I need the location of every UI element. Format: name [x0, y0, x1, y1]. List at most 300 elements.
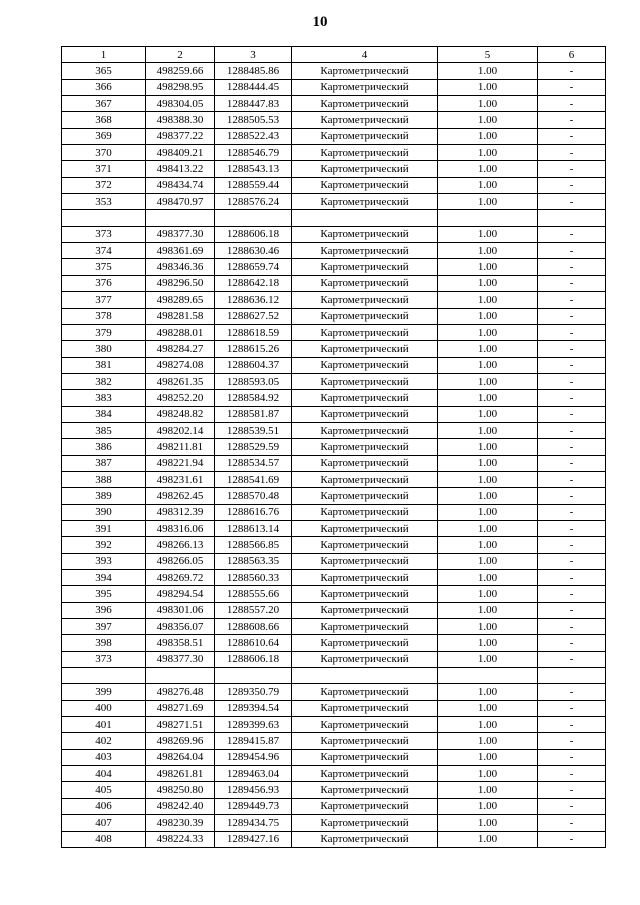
table-cell: -	[538, 357, 606, 373]
table-cell: -	[538, 488, 606, 504]
table-row	[62, 619, 606, 635]
table-cell: 1288659.74	[215, 259, 292, 275]
table-cell: -	[538, 243, 606, 259]
table-cell: 498259.66	[146, 63, 215, 79]
table-cell: Картометрический	[292, 570, 438, 586]
table-cell: 1288563.35	[215, 553, 292, 569]
table-cell: 1289449.73	[215, 798, 292, 814]
table-cell: 1.00	[438, 749, 538, 765]
table-cell: 498316.06	[146, 520, 215, 536]
table-cell: 498301.06	[146, 602, 215, 618]
table-cell: 1288593.05	[215, 373, 292, 389]
table-cell: 1.00	[438, 733, 538, 749]
table-cell: 1.00	[438, 553, 538, 569]
table-cell: -	[538, 733, 606, 749]
table-cell: -	[538, 749, 606, 765]
table-row	[62, 504, 606, 520]
table-cell: 406	[62, 798, 146, 814]
table-cell: 498202.14	[146, 422, 215, 438]
table-cell: 384	[62, 406, 146, 422]
table-cell: 392	[62, 537, 146, 553]
table-row	[62, 406, 606, 422]
table-cell: Картометрический	[292, 308, 438, 324]
table-row	[62, 275, 606, 291]
table-cell: 1.00	[438, 373, 538, 389]
header-row	[62, 47, 606, 63]
table-cell: -	[538, 194, 606, 210]
table-cell: 372	[62, 177, 146, 193]
table-cell	[292, 668, 438, 684]
table-row	[62, 782, 606, 798]
table-cell: 498434.74	[146, 177, 215, 193]
separator-row	[62, 210, 606, 226]
table-row	[62, 602, 606, 618]
table-cell: 1288539.51	[215, 422, 292, 438]
table-cell: 1.00	[438, 406, 538, 422]
table-cell: 498264.04	[146, 749, 215, 765]
table-cell: Картометрический	[292, 128, 438, 144]
table-cell: 388	[62, 471, 146, 487]
table-cell: 370	[62, 145, 146, 161]
table-cell: Картометрический	[292, 815, 438, 831]
table-cell: Картометрический	[292, 373, 438, 389]
table-cell: Картометрический	[292, 733, 438, 749]
table-cell: 1288485.86	[215, 63, 292, 79]
table-cell: 385	[62, 422, 146, 438]
table-cell: 1288559.44	[215, 177, 292, 193]
table-cell: 407	[62, 815, 146, 831]
table-cell: 1288560.33	[215, 570, 292, 586]
table-cell: 498269.72	[146, 570, 215, 586]
table-cell: Картометрический	[292, 63, 438, 79]
table-cell: 365	[62, 63, 146, 79]
table-cell: 1.00	[438, 259, 538, 275]
table-cell: 1.00	[438, 782, 538, 798]
table-cell: 387	[62, 455, 146, 471]
table-cell: 498358.51	[146, 635, 215, 651]
table-cell: 391	[62, 520, 146, 536]
table-cell: Картометрический	[292, 684, 438, 700]
table-cell: 498413.22	[146, 161, 215, 177]
table-cell: 1288529.59	[215, 439, 292, 455]
table-cell: -	[538, 717, 606, 733]
table-cell: 1288555.66	[215, 586, 292, 602]
table-cell: 1.00	[438, 684, 538, 700]
table-cell: Картометрический	[292, 651, 438, 667]
table-cell: 498377.30	[146, 651, 215, 667]
table-cell: 374	[62, 243, 146, 259]
table-row	[62, 488, 606, 504]
table-cell: 1288444.45	[215, 79, 292, 95]
table-cell: 498296.50	[146, 275, 215, 291]
table-cell: 367	[62, 96, 146, 112]
table-cell: 498281.58	[146, 308, 215, 324]
table-cell: 366	[62, 79, 146, 95]
table-row	[62, 243, 606, 259]
table-cell	[438, 668, 538, 684]
table-cell: Картометрический	[292, 553, 438, 569]
table-row	[62, 145, 606, 161]
table-cell: 1288543.13	[215, 161, 292, 177]
table-cell: 1288522.43	[215, 128, 292, 144]
table-row	[62, 292, 606, 308]
table-cell: 498261.35	[146, 373, 215, 389]
table-cell	[215, 668, 292, 684]
table-row	[62, 733, 606, 749]
table-cell: 1288584.92	[215, 390, 292, 406]
table-cell: 1.00	[438, 471, 538, 487]
table-cell: 1288613.14	[215, 520, 292, 536]
table-cell: 376	[62, 275, 146, 291]
table-cell: 1289456.93	[215, 782, 292, 798]
table-cell: 1.00	[438, 488, 538, 504]
table-cell: 398	[62, 635, 146, 651]
table-cell: -	[538, 520, 606, 536]
table-cell	[146, 668, 215, 684]
table-row	[62, 161, 606, 177]
table-cell: 371	[62, 161, 146, 177]
table-row	[62, 177, 606, 193]
table-cell	[292, 210, 438, 226]
table-cell: 1288505.53	[215, 112, 292, 128]
table-cell: Картометрический	[292, 782, 438, 798]
table-row	[62, 537, 606, 553]
table-row	[62, 831, 606, 847]
table-row	[62, 766, 606, 782]
table-row	[62, 194, 606, 210]
coordinates-table	[61, 46, 606, 848]
table-cell: 1.00	[438, 700, 538, 716]
column-header: 3	[215, 47, 292, 63]
table-cell: Картометрический	[292, 341, 438, 357]
table-cell: -	[538, 112, 606, 128]
table-cell: 1.00	[438, 455, 538, 471]
table-cell: Картометрический	[292, 798, 438, 814]
table-cell: -	[538, 145, 606, 161]
table-cell: 381	[62, 357, 146, 373]
table-row	[62, 815, 606, 831]
table-cell: -	[538, 63, 606, 79]
table-row	[62, 324, 606, 340]
table-cell: Картометрический	[292, 749, 438, 765]
table-cell: 498288.01	[146, 324, 215, 340]
table-cell: -	[538, 537, 606, 553]
table-cell: 1288630.46	[215, 243, 292, 259]
table-cell: 498221.94	[146, 455, 215, 471]
table-cell: 1.00	[438, 194, 538, 210]
table-cell: 1288608.66	[215, 619, 292, 635]
table-cell: 498284.27	[146, 341, 215, 357]
table-cell: 390	[62, 504, 146, 520]
table-cell: 498266.05	[146, 553, 215, 569]
table-cell: -	[538, 275, 606, 291]
table-cell: Картометрический	[292, 717, 438, 733]
table-cell: Картометрический	[292, 324, 438, 340]
table-cell: Картометрический	[292, 275, 438, 291]
table-cell: 498361.69	[146, 243, 215, 259]
table-cell: 498230.39	[146, 815, 215, 831]
table-cell: Картометрический	[292, 831, 438, 847]
table-cell: 498269.96	[146, 733, 215, 749]
table-cell: 1.00	[438, 390, 538, 406]
table-cell: 403	[62, 749, 146, 765]
table-row	[62, 422, 606, 438]
table-cell: 389	[62, 488, 146, 504]
table-cell: 1288604.37	[215, 357, 292, 373]
table-cell: -	[538, 798, 606, 814]
table-cell: 1288546.79	[215, 145, 292, 161]
table-cell: 1.00	[438, 243, 538, 259]
table-cell: Картометрический	[292, 406, 438, 422]
table-row	[62, 570, 606, 586]
table-cell: -	[538, 782, 606, 798]
column-header: 5	[438, 47, 538, 63]
table-cell: 1.00	[438, 96, 538, 112]
table-cell: -	[538, 79, 606, 95]
table-cell: 1288541.69	[215, 471, 292, 487]
table-cell: Картометрический	[292, 766, 438, 782]
table-cell: 1288581.87	[215, 406, 292, 422]
table-cell: 1288566.85	[215, 537, 292, 553]
table-cell: -	[538, 177, 606, 193]
table-cell: 1.00	[438, 292, 538, 308]
table-cell: 399	[62, 684, 146, 700]
table-cell: 498211.81	[146, 439, 215, 455]
table-row	[62, 651, 606, 667]
table-cell: 369	[62, 128, 146, 144]
table-cell: 1.00	[438, 357, 538, 373]
table-cell: 1.00	[438, 275, 538, 291]
table-cell: 498242.40	[146, 798, 215, 814]
table-cell	[146, 210, 215, 226]
table-cell: 1.00	[438, 341, 538, 357]
table-cell: 1.00	[438, 815, 538, 831]
table-cell: 1.00	[438, 128, 538, 144]
table-row	[62, 684, 606, 700]
table-cell: Картометрический	[292, 520, 438, 536]
table-row	[62, 717, 606, 733]
table-cell: Картометрический	[292, 586, 438, 602]
table-cell: 498262.45	[146, 488, 215, 504]
table-cell: 1.00	[438, 439, 538, 455]
table-cell: 498470.97	[146, 194, 215, 210]
table-cell: 1288616.76	[215, 504, 292, 520]
table-cell: 498271.51	[146, 717, 215, 733]
table-cell: 400	[62, 700, 146, 716]
table-row	[62, 455, 606, 471]
table-cell: 498377.22	[146, 128, 215, 144]
table-cell: -	[538, 684, 606, 700]
table-cell: 394	[62, 570, 146, 586]
table-cell: 395	[62, 586, 146, 602]
table-cell: 1288615.26	[215, 341, 292, 357]
table-row	[62, 700, 606, 716]
table-cell: -	[538, 406, 606, 422]
table-cell: 1288557.20	[215, 602, 292, 618]
table-cell	[538, 210, 606, 226]
table-cell: Картометрический	[292, 619, 438, 635]
table-row	[62, 63, 606, 79]
table-cell: 1288447.83	[215, 96, 292, 112]
table-cell: 1288642.18	[215, 275, 292, 291]
table-cell: -	[538, 292, 606, 308]
table-cell: 1.00	[438, 635, 538, 651]
table-cell: Картометрический	[292, 455, 438, 471]
table-cell: -	[538, 308, 606, 324]
table-cell: 498250.80	[146, 782, 215, 798]
table-row	[62, 226, 606, 242]
column-header: 1	[62, 47, 146, 63]
table-cell: 378	[62, 308, 146, 324]
table-cell: 1.00	[438, 602, 538, 618]
table-cell: 373	[62, 651, 146, 667]
table-cell: 397	[62, 619, 146, 635]
table-cell: 1288606.18	[215, 226, 292, 242]
table-cell: 401	[62, 717, 146, 733]
table-cell: 1.00	[438, 79, 538, 95]
table-cell: 380	[62, 341, 146, 357]
table-cell: 498356.07	[146, 619, 215, 635]
table-cell: -	[538, 422, 606, 438]
table-cell: 1.00	[438, 422, 538, 438]
table-cell: 377	[62, 292, 146, 308]
table-body	[62, 63, 606, 848]
page-number: 10	[312, 14, 328, 30]
table-cell: -	[538, 602, 606, 618]
table-cell: 353	[62, 194, 146, 210]
table-cell: -	[538, 586, 606, 602]
table-cell: 498298.95	[146, 79, 215, 95]
table-cell: 383	[62, 390, 146, 406]
table-cell: -	[538, 504, 606, 520]
table-row	[62, 373, 606, 389]
table-row	[62, 357, 606, 373]
table-cell: 498409.21	[146, 145, 215, 161]
table-cell: 498261.81	[146, 766, 215, 782]
table-cell: 373	[62, 226, 146, 242]
table-cell: Картометрический	[292, 602, 438, 618]
table-row	[62, 471, 606, 487]
table-cell: 405	[62, 782, 146, 798]
table-cell: 1288636.12	[215, 292, 292, 308]
table-cell: -	[538, 373, 606, 389]
table-row	[62, 79, 606, 95]
table-row	[62, 96, 606, 112]
table-cell: 498252.20	[146, 390, 215, 406]
table-cell: Картометрический	[292, 79, 438, 95]
table-cell: 393	[62, 553, 146, 569]
table-cell: -	[538, 96, 606, 112]
table-cell: 1.00	[438, 798, 538, 814]
table-cell	[438, 210, 538, 226]
table-cell: 1.00	[438, 308, 538, 324]
separator-row	[62, 668, 606, 684]
table-cell: -	[538, 651, 606, 667]
table-row	[62, 635, 606, 651]
table-cell: 404	[62, 766, 146, 782]
table-cell: Картометрический	[292, 537, 438, 553]
table-cell: Картометрический	[292, 112, 438, 128]
table-cell: 379	[62, 324, 146, 340]
table-row	[62, 586, 606, 602]
table-cell: 1289434.75	[215, 815, 292, 831]
table-cell: Картометрический	[292, 292, 438, 308]
table-cell: Картометрический	[292, 488, 438, 504]
table-cell: -	[538, 815, 606, 831]
table-cell: -	[538, 619, 606, 635]
table-cell: -	[538, 341, 606, 357]
table-cell: 1.00	[438, 63, 538, 79]
table-cell: -	[538, 226, 606, 242]
table-cell	[62, 668, 146, 684]
table-cell: Картометрический	[292, 226, 438, 242]
table-cell: Картометрический	[292, 635, 438, 651]
table-cell: 498231.61	[146, 471, 215, 487]
table-cell: 1289454.96	[215, 749, 292, 765]
table-cell: 1.00	[438, 831, 538, 847]
table-cell: -	[538, 439, 606, 455]
table-cell: Картометрический	[292, 390, 438, 406]
table-cell: 1.00	[438, 570, 538, 586]
table-cell: -	[538, 455, 606, 471]
table-cell: 1.00	[438, 619, 538, 635]
table-cell: 1.00	[438, 161, 538, 177]
table-row	[62, 308, 606, 324]
column-header: 6	[538, 47, 606, 63]
table-cell: 396	[62, 602, 146, 618]
table-cell: Картометрический	[292, 357, 438, 373]
table-cell: 1.00	[438, 537, 538, 553]
table-cell: 1289350.79	[215, 684, 292, 700]
table-cell: 1289463.04	[215, 766, 292, 782]
table-cell: 498346.36	[146, 259, 215, 275]
table-cell: -	[538, 635, 606, 651]
table-cell: 1.00	[438, 226, 538, 242]
table-cell: 498312.39	[146, 504, 215, 520]
table-row	[62, 341, 606, 357]
table-cell: Картометрический	[292, 700, 438, 716]
table-cell: 1289427.16	[215, 831, 292, 847]
table-cell	[538, 668, 606, 684]
table-cell: Картометрический	[292, 145, 438, 161]
table-cell: -	[538, 471, 606, 487]
table-cell: 408	[62, 831, 146, 847]
table-cell: 498304.05	[146, 96, 215, 112]
table-cell: 368	[62, 112, 146, 128]
table-cell: 498271.69	[146, 700, 215, 716]
table-cell: 498274.08	[146, 357, 215, 373]
table-cell	[215, 210, 292, 226]
table-row	[62, 749, 606, 765]
table-cell: 498248.82	[146, 406, 215, 422]
table-cell: 498294.54	[146, 586, 215, 602]
table-cell: Картометрический	[292, 96, 438, 112]
table-cell: 1288534.57	[215, 455, 292, 471]
table-cell: -	[538, 553, 606, 569]
table-cell: 386	[62, 439, 146, 455]
table-cell: 375	[62, 259, 146, 275]
table-cell: 1.00	[438, 586, 538, 602]
table-row	[62, 112, 606, 128]
table-cell: 1.00	[438, 177, 538, 193]
table-cell: 498276.48	[146, 684, 215, 700]
table-row	[62, 390, 606, 406]
table-cell: 1.00	[438, 766, 538, 782]
table-cell: 1.00	[438, 717, 538, 733]
table-cell: Картометрический	[292, 422, 438, 438]
table-cell: 1.00	[438, 520, 538, 536]
table-cell: 1289394.54	[215, 700, 292, 716]
